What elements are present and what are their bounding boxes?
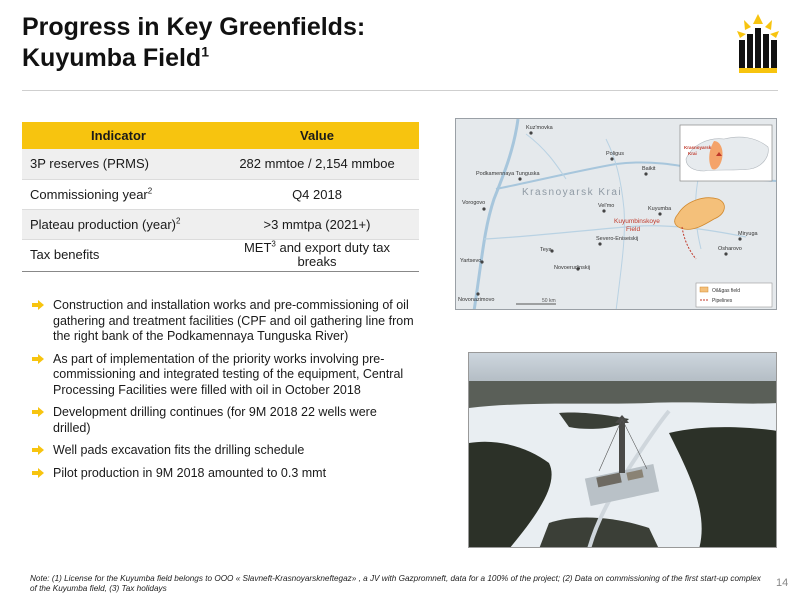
list-item xyxy=(32,298,416,345)
indicator-cell xyxy=(22,239,215,271)
progress-bullet-list xyxy=(32,298,416,488)
indicator-text: Tax benefits xyxy=(30,247,100,262)
bullet-text: Pilot production in 9M 2018 amounted to 0.3 mmt xyxy=(53,465,327,480)
arrow-bullet-icon xyxy=(32,354,44,364)
town-label-podkam: Podkamennaya Tunguska xyxy=(476,171,540,177)
town-label-teya: Teya xyxy=(540,247,552,253)
town-label-baikit: Baikit xyxy=(642,166,656,172)
table-row xyxy=(22,179,419,209)
legend-oilgas-label: Oil&gas field xyxy=(712,288,741,294)
map-scale-label: 50 km xyxy=(542,298,556,304)
table-row xyxy=(22,149,419,179)
map-legend-box xyxy=(696,283,772,307)
indicator-text: 3P reserves (PRMS) xyxy=(30,156,149,172)
town-label-vachno: Vel'mo xyxy=(598,203,615,209)
town-label-osharovo: Osharovo xyxy=(718,246,742,252)
town-label-vorogovo: Vorogovo xyxy=(462,200,486,206)
table-row xyxy=(22,209,419,239)
title-line-2-text: Kuyumba Field xyxy=(22,44,202,72)
title-line-1: Progress in Key Greenfields: xyxy=(22,13,366,41)
list-item xyxy=(32,352,416,399)
title-line-2 xyxy=(22,43,365,74)
value-cell: 282 mmtoe / 2,154 mmboe xyxy=(215,149,419,179)
column-header-value: Value xyxy=(215,122,419,149)
logo-sun-ray-far-right xyxy=(770,31,779,38)
indicator-cell xyxy=(22,149,215,179)
field-aerial-photo xyxy=(468,352,777,548)
list-item xyxy=(32,405,416,436)
list-item xyxy=(32,466,416,482)
value-cell: >3 mmtpa (2021+) xyxy=(215,209,419,239)
indicator-cell xyxy=(22,179,215,209)
map-canvas xyxy=(456,119,777,310)
photo-canvas xyxy=(469,353,777,548)
footnote-mark: 3 xyxy=(271,239,276,249)
indicator-text: Plateau production (year) xyxy=(30,216,176,232)
town-label-kuzmovka: Kuz'movka xyxy=(526,125,553,131)
indicator-text: Commissioning year xyxy=(30,186,148,202)
table-header-row xyxy=(22,122,419,149)
list-item xyxy=(32,443,416,459)
value-text-pre: MET xyxy=(243,240,272,255)
arrow-bullet-icon xyxy=(32,468,44,478)
legend-pipelines-label: Pipelines xyxy=(712,298,733,304)
page-number: 14 xyxy=(776,577,789,589)
logo-sun-ray-far-left xyxy=(737,31,746,38)
column-header-indicator: Indicator xyxy=(22,122,215,149)
town-label-novoerudinskij: Novoerudinskij xyxy=(554,265,591,271)
inset-label-2: Krai xyxy=(688,151,697,156)
title-footnote-mark: 1 xyxy=(201,43,209,60)
logo-bar-5 xyxy=(771,40,777,68)
logo-sun-ray-right xyxy=(765,20,772,30)
town-label-severo: Severo-Eniseiskij xyxy=(596,236,639,242)
bullet-text: Development drilling continues (for 9M 2018 22 wells were drilled) xyxy=(53,405,377,435)
logo-sun-ray-left xyxy=(744,20,751,30)
indicator-cell xyxy=(22,209,215,239)
legend-oilgas-swatch xyxy=(700,287,708,292)
logo-base xyxy=(739,68,777,73)
footnote-mark: 2 xyxy=(147,186,153,196)
footnote-text: Note: (1) License for the Kuyumba field belongs to OOO « Slavneft-Krasnoyarskneftegaz» , a JV with Gazpromneft, data for a 100% of the project; (2) Data on commissioning of the first start-up complex of the Kuyumba field, (3) Tax holidays xyxy=(30,574,761,593)
arrow-bullet-icon xyxy=(32,300,44,310)
bullet-text: As part of implementation of the priority works involving pre-commissioning and integrated testing of the equipment, Central Processing Facilities were filled with oil in October 2018 xyxy=(53,351,404,397)
logo-bar-1 xyxy=(739,40,745,68)
bullet-text: Well pads excavation fits the drilling schedule xyxy=(53,443,305,457)
map-region-label: Krasnoyarsk Krai xyxy=(522,187,623,198)
field-location-map xyxy=(455,118,777,310)
logo-sun-ray-top xyxy=(753,14,763,24)
page-title xyxy=(22,12,365,74)
town-label-yartsevo: Yartsevo xyxy=(460,258,482,264)
town-label-novonazimovo: Novonazimovo xyxy=(458,297,495,303)
bullet-text: Construction and installation works and pre-commissioning of oil gathering and treatment facilities (CPF and oil gathering line from the right bank of the Podkamennaya Tunguska River) xyxy=(53,298,414,343)
value-cell: Q4 2018 xyxy=(215,179,419,209)
footnote-mark: 2 xyxy=(175,216,181,226)
town-label-miryuga: Miryuga xyxy=(738,231,758,237)
photo-drilling-rig xyxy=(619,423,625,473)
town-label-kuyumba: Kuyumba xyxy=(648,206,672,212)
map-field-label-2: Field xyxy=(626,226,641,233)
town-label-poligus: Poligus xyxy=(606,151,625,157)
logo-bar-4 xyxy=(763,34,769,68)
inset-label-1: Krasnoyarsk xyxy=(684,145,712,150)
arrow-bullet-icon xyxy=(32,407,44,417)
table-row xyxy=(22,239,419,271)
company-logo-icon xyxy=(736,14,780,76)
title-divider xyxy=(22,90,778,91)
value-text-post: and export duty tax breaks xyxy=(275,240,391,269)
logo-bar-2 xyxy=(747,34,753,68)
indicators-table xyxy=(22,122,419,272)
arrow-bullet-icon xyxy=(32,445,44,455)
map-field-label-1: Kuyumbinskoye xyxy=(614,218,660,225)
value-cell xyxy=(215,239,419,271)
logo-bar-3 xyxy=(755,28,761,68)
